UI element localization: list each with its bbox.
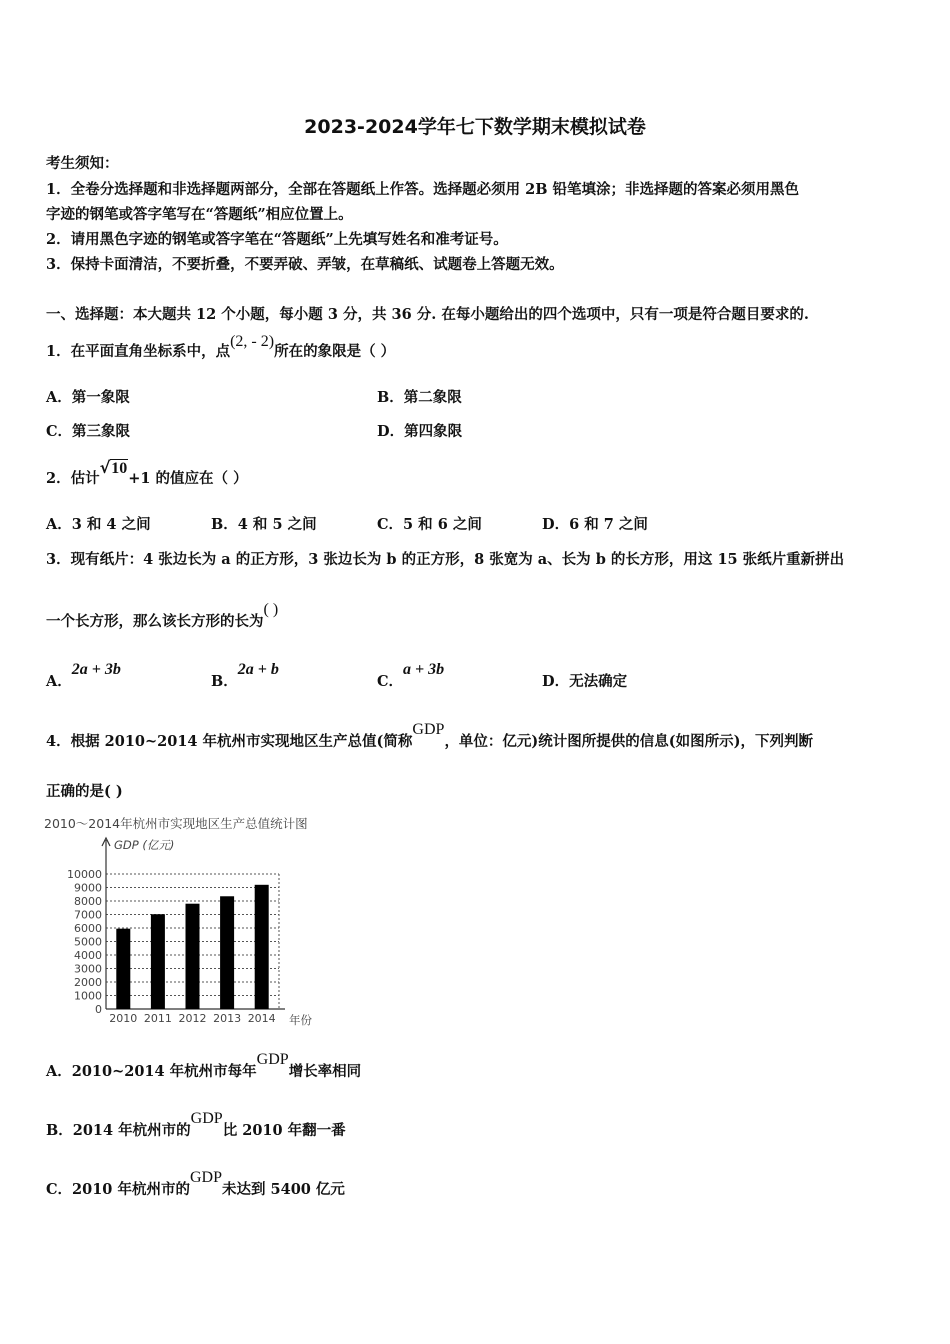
q1-option-c[interactable]: C．第三象限 <box>46 423 131 440</box>
q3-b-label: B． <box>211 673 238 690</box>
q3-c-expr: a + 3b <box>403 661 445 678</box>
chart-title: 2010～2014年杭州市实现地区生产总值统计图 <box>44 816 308 831</box>
y-tick-label: 6000 <box>74 922 102 935</box>
x-tick-label: 2012 <box>178 1012 207 1025</box>
q2-option-d[interactable]: D．6 和 7 之间 <box>542 516 648 533</box>
page-title: 2023-2024学年七下数学期末模拟试卷 <box>304 116 646 138</box>
q3-a-expr: 2a + 3b <box>71 661 121 678</box>
q2-text-pre: 2．估计 <box>46 470 100 487</box>
q1-point: (2, - 2) <box>230 333 275 350</box>
q2-option-b[interactable]: B．4 和 5 之间 <box>211 516 317 533</box>
y-tick-label: 7000 <box>74 908 102 922</box>
chart-x-label: 年份 <box>289 1013 312 1027</box>
q2-option-c[interactable]: C．5 和 6 之间 <box>377 516 482 533</box>
q4-line-2: 正确的是( ) <box>46 783 123 800</box>
q4-c-pre: C．2010 年杭州市的 <box>46 1181 190 1198</box>
q4-b-gdp: GDP <box>190 1110 223 1127</box>
q3-line-2 <box>46 601 279 631</box>
y-tick-label: 9000 <box>74 881 102 895</box>
q4-option-b[interactable] <box>46 1110 346 1140</box>
y-tick-label: 0 <box>95 1003 102 1016</box>
q3-line-1: 3．现有纸片：4 张边长为 a 的正方形，3 张边长为 b 的正方形，8 张宽为 a、长为 b 的长方形，用这 15 张纸片重新拼出 <box>46 551 845 568</box>
q3-b-expr: 2a + b <box>237 661 279 678</box>
x-tick-label: 2010 <box>109 1012 138 1025</box>
q4-a-pre: A．2010~2014 年杭州市每年 <box>46 1063 257 1080</box>
gdp-bar-chart <box>42 812 352 1032</box>
bar <box>151 914 165 1009</box>
q4-c-gdp: GDP <box>189 1169 222 1186</box>
q2-radicand: 10 <box>111 460 128 477</box>
notice-line-1a: 1．全卷分选择题和非选择题两部分，全部在答题纸上作答。选择题必须用 2B 铅笔填涂；非选择题的答案必须用黑色 <box>46 181 800 198</box>
y-tick-label: 2000 <box>74 976 102 989</box>
chart-y-label: GDP (亿元) <box>114 838 175 852</box>
q1-option-d[interactable]: D．第四象限 <box>377 423 463 440</box>
sqrt-expression <box>100 460 129 477</box>
q4-text-a: 4．根据 2010~2014 年杭州市实现地区生产总值(简称 <box>46 733 413 750</box>
q4-option-a[interactable] <box>46 1051 362 1081</box>
q4-a-gdp: GDP <box>256 1051 289 1068</box>
notice-heading: 考生须知： <box>46 155 119 172</box>
q4-line-1 <box>46 721 814 751</box>
q3-text: 一个长方形，那么该长方形的长为 <box>46 613 264 630</box>
section-heading: 一、选择题：本大题共 12 个小题，每小题 3 分，共 36 分. 在每小题给出的四个选项中，只有一项是符合题目要求的. <box>46 306 809 323</box>
q3-option-a[interactable] <box>46 661 121 691</box>
q4-a-post: 增长率相同 <box>288 1063 362 1080</box>
q2-option-a[interactable]: A．3 和 4 之间 <box>46 516 151 533</box>
notice-line-2: 2．请用黑色字迹的钢笔或答字笔在“答题纸”上先填写姓名和准考证号。 <box>46 231 508 248</box>
y-tick-label: 10000 <box>67 868 102 881</box>
question-2 <box>46 458 248 488</box>
y-tick-label: 8000 <box>74 895 102 908</box>
q4-b-post: 比 2010 年翻一番 <box>222 1122 346 1139</box>
q3-a-label: A． <box>46 673 72 690</box>
bar <box>255 885 269 1009</box>
q3-c-label: C． <box>377 673 404 690</box>
q4-b-pre: B．2014 年杭州市的 <box>46 1122 191 1139</box>
y-tick-label: 5000 <box>74 935 102 949</box>
radical-sign: √ <box>99 458 111 477</box>
q3-option-b[interactable] <box>211 661 279 691</box>
question-1 <box>46 333 396 361</box>
q2-text-post: +1 的值应在（ ） <box>128 470 248 487</box>
q4-option-c[interactable] <box>46 1169 345 1199</box>
q3-option-c[interactable] <box>377 661 445 691</box>
bar <box>220 896 234 1009</box>
q4-gdp: GDP <box>412 721 445 738</box>
q1-text-pre: 1．在平面直角坐标系中，点 <box>46 343 231 360</box>
q1-option-a[interactable]: A．第一象限 <box>46 389 130 406</box>
y-tick-label: 1000 <box>74 989 102 1003</box>
notice-line-3: 3．保持卡面清洁，不要折叠，不要弄破、弄皱，在草稿纸、试题卷上答题无效。 <box>46 256 564 273</box>
x-tick-label: 2014 <box>247 1012 276 1025</box>
q3-paren: ( ) <box>263 601 279 618</box>
q4-text-b: ，单位：亿元)统计图所提供的信息(如图所示)，下列判断 <box>444 733 814 750</box>
q4-c-post: 未达到 5400 亿元 <box>221 1181 345 1198</box>
bar <box>186 904 200 1009</box>
bar <box>116 929 130 1009</box>
q3-option-d[interactable]: D．无法确定 <box>542 673 628 690</box>
q1-text-post: 所在的象限是（ ） <box>274 343 396 360</box>
y-tick-label: 4000 <box>74 949 102 962</box>
q1-option-b[interactable]: B．第二象限 <box>377 389 462 406</box>
notice-line-1b: 字迹的钢笔或答字笔写在“答题纸”相应位置上。 <box>46 206 353 223</box>
x-tick-label: 2013 <box>213 1012 242 1025</box>
x-tick-label: 2011 <box>143 1012 172 1025</box>
y-tick-label: 3000 <box>74 962 102 976</box>
